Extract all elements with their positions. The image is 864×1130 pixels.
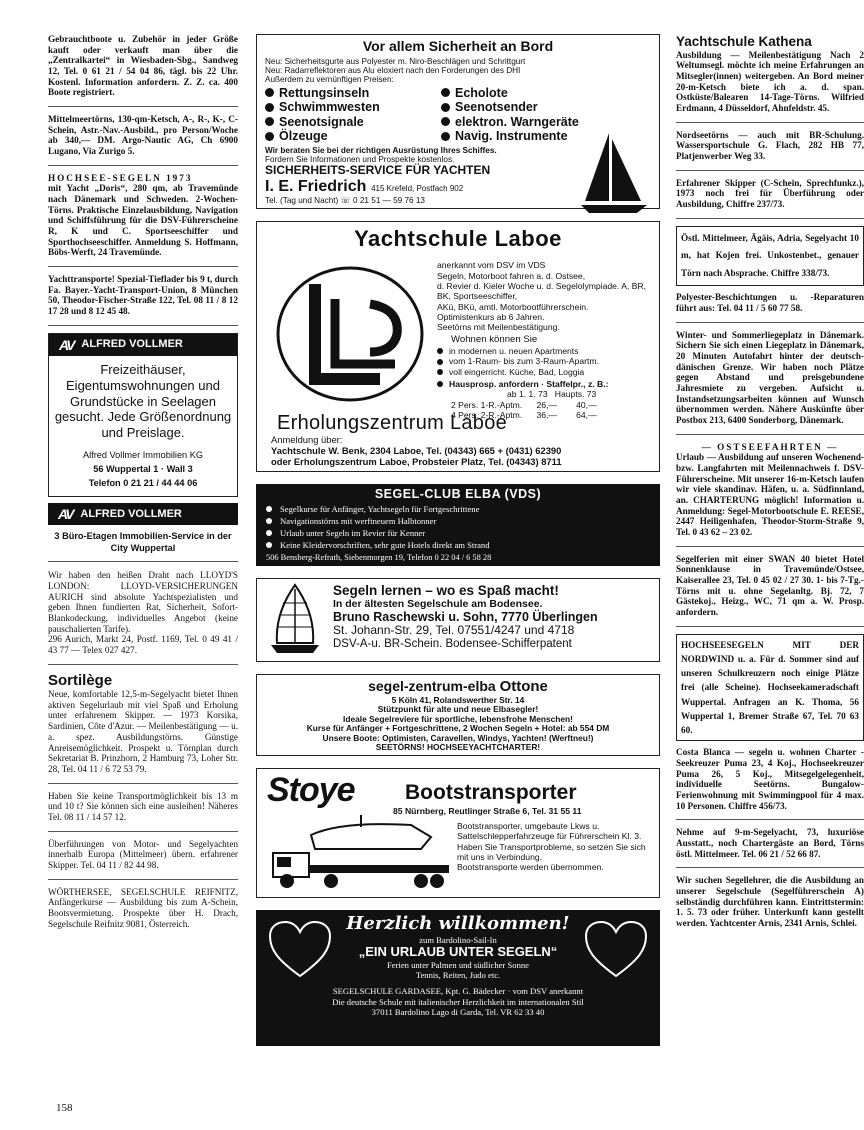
boat-truck-icon bbox=[271, 815, 451, 893]
classified-liegeplatz: Winter- und Sommerliegeplatz in Dänemark. Sichern Sie sich einen Liegeplatz in Dänemark, 20 Minuten Autofahrt hinter der deutsch-dänischen Grenze. Wir haben noch Plätze gegen Abstand und preisgebundene Jahresmiete zu vergeben. Aufsicht u. Instandsetzungsarbeiten können auf Wunsch übernommen werden. Nähere Auskünfte über Postbox 213, 6400 Sonderborg, Dänemark. bbox=[676, 330, 864, 435]
classified-lloyds-text: Wir haben den heißen Draht nach LLOYD'S LONDON: LLOYD-VERSICHERUNGEN AURICH sind absolute Yachtspezialisten und geben Ihnen fundierten Rat, Sicherheit, Sofort-Blankodeckung, individuelles Angebot (keine pauschalierten Tarife). bbox=[48, 570, 238, 634]
classified-hochsee-heading: HOCHSEE-SEGELN 1973 bbox=[48, 172, 193, 183]
classified-polyester: Polyester-Beschichtungen u. -Reparaturen führt aus: Tel. 04 11 / 5 60 77 58. bbox=[676, 292, 864, 322]
ad-stoye-title: Bootstransporter bbox=[405, 781, 577, 805]
ad-raschewski-line2: Bruno Raschewski u. Sohn, 7770 Überlingen bbox=[333, 610, 598, 625]
classified-lloyds-address: 296 Aurich, Markt 24, Postf. 1169, Tel. 0 49 41 / 43 77 — Telex 027 427. bbox=[48, 634, 238, 656]
ad-laboe-item: voll eingerricht. Küche, Bad, Loggia bbox=[437, 367, 657, 377]
ad-sicherheit-line3: Außerdem zu vernünftigen Preisen: bbox=[265, 75, 394, 85]
classified-mittelmeertoerns: Mittelmeertörns, 130-qm-Ketsch, A-, R-, K-, C-Schein, Astr.-Nav.-Ausbild., pro Person/Woche ab 340,— DM. Argo-Nautic AG, Ch 6900 Lugano, Via Zurigo 5. bbox=[48, 114, 238, 166]
ad-laboe-addr2: oder Erholungszentrum Laboe, Probsteier Platz, Tel. (04343) 8711 bbox=[271, 456, 562, 468]
bullet-icon bbox=[266, 506, 272, 512]
ostseefahrten-text: Urlaub — Ausbildung auf unseren Wochenend- bzw. Langfahrten mit Meilennachweis f. DSV-Führerscheine. Mit unserer 16-m-Ketsch laufen wir viele skandinav. Häfen, u. a. Südfinnland, an. CHARTERUNG möglich! Information u. Anmeldung: Segel-Motorbootschule E. REESE, 2447 Heiligenhafen, Theodor-Storm-Straße 9, Tel. 0 43 62 – 23 02. bbox=[676, 452, 864, 537]
vollmer-company: Alfred Vollmer Immobilien KG bbox=[83, 450, 203, 461]
ad-raschewski-line1: In der ältesten Segelschule am Bodensee. bbox=[333, 597, 543, 610]
ad-elba-title: SEGEL-CLUB ELBA (VDS) bbox=[374, 487, 542, 502]
bullet-icon bbox=[265, 117, 274, 126]
ad-gardasee-line5: 37011 Bardolino Lago di Garda, Tel. VR 62 33 40 bbox=[371, 1006, 545, 1017]
ad-ottone-name: Ottone bbox=[499, 678, 548, 696]
ad-stoye bbox=[256, 768, 660, 898]
classified-segellehrer: Wir suchen Segellehrer, die die Ausbildung an unserer Segelschule (Segelführerschein A) selbständig durchführen kann. Eintrittstermin: 1. 5. 73 oder früher. Unterkunft kann gestellt werden. Yachtcenter Arnis, 2341 Arnis, Schlei. bbox=[676, 875, 864, 929]
ostseefahrten-heading: — OSTSEEFAHRTEN — bbox=[701, 441, 839, 452]
vollmer-name: ALFRED VOLLMER bbox=[81, 338, 183, 351]
ad-elba-item: Urlaub unter Segeln im Revier für Kenner bbox=[266, 527, 650, 539]
ad-laboe-price2: 4 Pers. 2-R.-Aptm. 36,— 64,— bbox=[451, 409, 597, 420]
kathena-text: Ausbildung — Meilenbestätigung Nach 2 Weltumsegl. möchte ich meine Erfahrungen an Mitsegler(innen) weitergeben. An Bord meiner 20-m-Ketsch biete ich a. d. span. Ostküste/Balearen 14-Tage-Törns. Wilfried Erdmann, 4 Düsseldorf, Ahnfeldstr. 45. bbox=[676, 49, 864, 114]
ad-stoye-text: Bootstransporter, umgebaute Lkws u. Sattelschlepperfahrzeuge für Führerschein Kl. 3. Haben Sie Transportprobleme, so setzen Sie sich mit uns in Verbindung. Bootstransporte werden übernommen. bbox=[457, 821, 646, 872]
ad-raschewski-text bbox=[333, 583, 598, 657]
bullet-icon bbox=[265, 103, 274, 112]
right-column bbox=[676, 34, 864, 944]
ad-elba-item: Navigationstörns mit werftneuem Halbtonner bbox=[266, 515, 650, 527]
ad-elba-address: 506 Bensberg-Refrath, Siebenmorgen 19, Telefon 0 22 04 / 6 58 28 bbox=[266, 552, 492, 562]
ad-sicherheit-line1: Neu: Sicherheitsgurte aus Polyester m. Niro-Beschlägen und Schrittgurt bbox=[265, 57, 526, 67]
classified-woerthersee: WÖRTHERSEE, SEGELSCHULE REIFNITZ, Anfängerkurse — Ausbildung bis zum A-Schein, Bootsvermietung. Prospekte über H. Drach, Segelschule Reifnitz 9081, Österreich. bbox=[48, 886, 238, 929]
ad-yachtschule-laboe bbox=[256, 221, 660, 472]
item: elektron. Warngeräte bbox=[441, 115, 641, 130]
heart-icon bbox=[268, 920, 332, 980]
ad-segel-zentrum-elba bbox=[256, 674, 660, 756]
ad-sicherheit-title: Vor allem Sicherheit an Bord bbox=[362, 38, 554, 54]
classified-ostseefahrten bbox=[676, 442, 864, 547]
item: Seenotsender bbox=[441, 100, 641, 115]
ad-sicherheit-line5: Fordern Sie Informationen und Prospekte kostenlos. bbox=[265, 154, 455, 164]
bullet-icon bbox=[437, 359, 443, 365]
ad-sicherheit-line2: Neu: Radarreflektoren aus Alu eloxiert nach den Forderungen des DHI bbox=[265, 66, 521, 76]
ad-laboe-text bbox=[437, 260, 657, 420]
ad-elba-item: Keine Kleidervorschriften, sehr gute Hotels direkt am Strand bbox=[266, 539, 650, 551]
ad-laboe-hausprosp: Hausprosp. anfordern · Staffelpr., z. B.: bbox=[437, 379, 657, 389]
ad-laboe-item: vom 1-Raum- bis zum 3-Raum-Apartm. bbox=[437, 356, 657, 366]
vollmer-phone: Telefon 0 21 21 / 44 44 06 bbox=[88, 477, 198, 488]
ad-gardasee-line1: Ferien unter Palmen und südlicher Sonne bbox=[386, 960, 529, 971]
vollmer-logo-2: AV bbox=[58, 506, 73, 523]
ad-gardasee-line4: Die deutsche Schule mit italienischer Herzlichkeit im internationalen Stil bbox=[332, 996, 584, 1007]
classified-costa-blanca: Costa Blanca — segeln u. wohnen Charter - Seekreuzer Puma 23, 4 Koj., Hochseekreuzer Puma 26, 5 Koj., Mitsegelgelegenheit, individuelle Seetörns. Bungalow-Ferienwohnung mit Swimmingpool für 4 max. 10 Personen. Chiffre 456/73. bbox=[676, 747, 864, 820]
classified-hochsee-text: mit Yacht „Doris“, 280 qm, ab Travemünde nach Dänemark und Schweden. 2-Wochen-Törns. Praktische Einzelausbildung, Navigation und Schiffsführung für die DSV-Führerscheine R, K und C. Sportseeschiffer und Sporthochseeschiffer. Anmeldung S. Hoffmann, Böbs-Werft, 24 Travemünde. bbox=[48, 183, 238, 258]
ad-sicherheit-line4: Wir beraten Sie bei der richtigen Ausrüstung Ihres Schiffes. bbox=[265, 145, 497, 155]
classified-segelyacht: Nehme auf 9-m-Segelyacht, 73, luxuriöse Ausstatt., noch Chartergäste an Bord, Törns östl. Mittelmeer. Tel. 06 21 / 52 66 87. bbox=[676, 827, 864, 868]
classified-nordseetoerns: Nordseetörns — auch mit BR-Schulung. Wassersportschule G. Flach, 282 HB 77, Platjenwerber Weg 33. bbox=[676, 130, 864, 171]
classified-swan: Segelferien mit einer SWAN 40 bietet Hotel Sonnenklause in Travemünde/Ostsee, Kaiserallee 23, Tel. 0 45 02 / 27 30. 1- bis 7-Tg.-Törns mit u. ohne Segelanltg. Bj. 72, 7 Gästekoj., Heizg., WC, 71 qm a. W. Prosp. anfordern. bbox=[676, 554, 864, 627]
vollmer-contact bbox=[49, 449, 237, 496]
ad-raschewski-line3: St. Johann-Str. 29, Tel. 07551/4247 und 4718 bbox=[333, 623, 575, 638]
ad-sicherheit-firm-address: 415 Krefeld, Postfach 902 bbox=[371, 183, 464, 193]
bullet-icon bbox=[441, 132, 450, 141]
ad-sicherheit bbox=[256, 34, 660, 209]
ad-laboe-addr1: Yachtschule W. Benk, 2304 Laboe, Tel. (04343) 665 + (0431) 62390 bbox=[271, 445, 562, 457]
item: Echolote bbox=[441, 86, 641, 101]
classified-lloyds bbox=[48, 570, 238, 664]
ad-raschewski-heading: Segeln lernen – wo es Spaß macht! bbox=[333, 583, 559, 599]
item: Schwimmwesten bbox=[265, 100, 441, 115]
item: Rettungsinseln bbox=[265, 86, 441, 101]
laboe-logo-icon bbox=[275, 264, 425, 404]
kathena-heading: Yachtschule Kathena bbox=[676, 34, 812, 49]
ad-raschewski bbox=[256, 578, 660, 662]
ad-gardasee-sub: zum Bardolino-Sail-In bbox=[419, 935, 497, 946]
ad-ottone-heading bbox=[265, 678, 651, 695]
classified-transport: Haben Sie keine Transportmöglichkeit bis 13 m und 10 t? Sie können sich eine ausleihen! Näheres Tel. 08 11 / 14 57 12. bbox=[48, 791, 238, 832]
heart-icon bbox=[584, 920, 648, 980]
classified-nordwind: HOCHSEESEGELN MIT DER NORDWIND u. a. Für d. Sommer sind auf unseren Schulkreuzern noch einige Plätze frei (alle Scheine). Hochseekameradschaft Wuppertal. Anfragen an K. Thoma, 56 Wuppertal 1, Bremer Straße 67, Tel. 70 63 60. bbox=[676, 634, 864, 742]
ad-stoye-address: 85 Nürnberg, Reutlinger Straße 6, Tel. 31 55 11 bbox=[393, 806, 582, 817]
ad-ottone-text: 5 Köln 41, Rolandswerther Str. 14 Stützpunkt für alte und neue Elbasegler! Ideale Segelreviere für sportliche, lebensfrohe Menschen! Kurse für Anfänger + Fortgeschrittene, 2 Wochen Segeln + Hotel: ab 554 DM Unsere Boote: Optimisten, Caravellen, Windys, Yachten! (Werftneu!) SEETÖRNS! HOCHSEEYACHTCHARTER! bbox=[306, 694, 610, 753]
classified-sortilege bbox=[48, 672, 238, 784]
vollmer-text: Freizeithäuser, Eigentumswohnungen und Grundstücke in Seelagen gesucht. Jede Größenordnung und Preislage. bbox=[54, 361, 232, 441]
ad-stoye-brand: Stoye bbox=[267, 771, 355, 810]
bullet-icon bbox=[441, 103, 450, 112]
classified-mittelmeer: Östl. Mittelmeer, Ägäis, Adria, Segelyacht 10 m, hat Kojen frei. Unkostenbet., genauer Törn nach Absprache. Chiffre 338/73. bbox=[676, 226, 864, 286]
ad-laboe-desc: anerkannt vom DSV im VDS Segeln, Motorboot fahren a. d. Ostsee, d. Revier d. Kieler Woche u. d. Segelolympiade. A, BR, BK, Sportseeschiffer, AKü, BKü, amtl. Motorbootführerschein. Optimistenkurs ab 6 Jahren. Seetörns mit Meilenbestätigung. bbox=[437, 260, 647, 333]
ad-sicherheit-firm-name: I. E. Friedrich bbox=[265, 177, 367, 195]
ad-sicherheit-service: SICHERHEITS-SERVICE FÜR YACHTEN bbox=[265, 163, 491, 178]
ad-laboe-item: in modernen u. neuen Apartments bbox=[437, 346, 657, 356]
vollmer-header-2 bbox=[48, 503, 238, 525]
bullet-icon bbox=[437, 348, 443, 354]
classified-kathena bbox=[676, 34, 864, 123]
vollmer-name-2: ALFRED VOLLMER bbox=[80, 508, 182, 521]
ad-raschewski-line4: DSV-A-u. BR-Schein. Bodensee-Schifferpatent bbox=[333, 637, 572, 650]
sailboat-icon bbox=[579, 131, 649, 215]
bullet-icon bbox=[266, 530, 272, 536]
left-column bbox=[48, 34, 238, 944]
ad-laboe-period: ab 1. 1. 73 Haupts. 73 bbox=[507, 389, 597, 400]
bullet-icon bbox=[266, 542, 272, 548]
item: Navig. Instrumente bbox=[441, 129, 641, 144]
classified-gebrauchtboote: Gebrauchtboote u. Zubehör in jeder Größe kauft oder verkauft man über die „Zentralkartei“ in Wiesbaden-Sbg., Sandweg 12, Tel. 0 61 21 / 54 04 86, tägl. bis 22 Uhr. Kostenl. Information anfordern. Z. Z. ca. 400 Boote registriert. bbox=[48, 34, 238, 107]
bullet-icon bbox=[265, 132, 274, 141]
bullet-icon bbox=[437, 369, 443, 375]
classified-skipper: Erfahrener Skipper (C-Schein, Sprechfunkz.), 1973 noch frei für Überführung oder Ausbildung, Chiffre 237/73. bbox=[676, 178, 864, 219]
bullet-icon bbox=[266, 518, 272, 524]
ad-laboe-title: Yachtschule Laboe bbox=[354, 226, 562, 252]
vollmer-caption: 3 Büro-Etagen Immobilien-Service in der City Wuppertal bbox=[48, 531, 238, 562]
item: Ölzeuge bbox=[265, 129, 441, 144]
sortilege-heading: Sortilège bbox=[48, 671, 113, 689]
sortilege-text: Neue, komfortable 12,5-m-Segelyacht bietet Ihnen aktiven Segelurlaub mit viel Spaß und Erholung unter erfahrenem Skipper. — 1973 Korsika, Sardinien, Côte d'Azur. — Meilenbestätigung — u. a. spez. Ausbildungstörns. Günstige Anreisemöglichkeit. Prospekt u. Törnplan durch Sekretariat B. Prinzhorn, 2 Hamburg 73, Loher Str. 28, Tel. 04 11 / 6 72 53 79. bbox=[48, 689, 238, 774]
ad-laboe-price1: 2 Pers. 1-R.-Aptm. 26,— 40,— bbox=[451, 399, 597, 410]
ad-gardasee-line2: Tennis, Reiten, Judo etc. bbox=[415, 970, 501, 981]
middle-column bbox=[256, 34, 660, 1046]
bullet-icon bbox=[265, 88, 274, 97]
ad-laboe-erholungszentrum: Erholungszentrum Laboe bbox=[277, 412, 508, 435]
bullet-icon bbox=[437, 381, 443, 387]
item: Seenotsignale bbox=[265, 115, 441, 130]
ad-elba-item: Segelkurse für Anfänger, Yachtsegeln für Fortgeschrittene bbox=[266, 503, 650, 515]
ad-laboe-anmeldung bbox=[271, 435, 656, 467]
page-number: 158 bbox=[56, 1102, 73, 1114]
ad-ottone-title: segel-zentrum-elba bbox=[368, 678, 496, 695]
vollmer-header bbox=[49, 334, 237, 356]
ad-laboe-wohnen: Wohnen können Sie bbox=[451, 333, 538, 345]
ad-gardasee-heading: Herzlich willkommen! bbox=[346, 913, 570, 935]
ad-sicherheit-tel: Tel. (Tag und Nacht) ☏ 0 21 51 — 59 76 13 bbox=[265, 196, 425, 206]
vollmer-logo: AV bbox=[59, 336, 74, 353]
sailboat-icon bbox=[263, 583, 327, 659]
classified-hochsee-segeln bbox=[48, 173, 238, 267]
bullet-icon bbox=[441, 117, 450, 126]
classified-yachttransporte: Yachttransporte! Spezial-Tieflader bis 9 t, durch Fa. Bayer.-Yacht-Transport-Union, 8 München 50, Theodor-Fischer-Straße 122, Tel. 08 11 / 8 12 17 28 und 8 12 45 48. bbox=[48, 274, 238, 326]
ad-segel-club-elba bbox=[256, 484, 660, 566]
ad-laboe-anm-label: Anmeldung über: bbox=[271, 434, 343, 446]
ad-segelschule-gardasee bbox=[256, 910, 660, 1046]
ad-gardasee-line3: SEGELSCHULE GARDASEE, Kpt. G. Bädecker · vom DSV anerkannt bbox=[332, 986, 584, 997]
vollmer-address: 56 Wuppertal 1 · Wall 3 bbox=[93, 463, 193, 474]
vollmer-ad bbox=[48, 333, 238, 498]
bullet-icon bbox=[441, 88, 450, 97]
ad-gardasee-slogan: „EIN URLAUB UNTER SEGELN“ bbox=[358, 944, 558, 960]
classified-ueberfuehrungen: Überführungen von Motor- und Segelyachten innerhalb Europa (Mittelmeer) übern. erfahrener Skipper. Tel. 04 11 / 82 44 98. bbox=[48, 839, 238, 880]
